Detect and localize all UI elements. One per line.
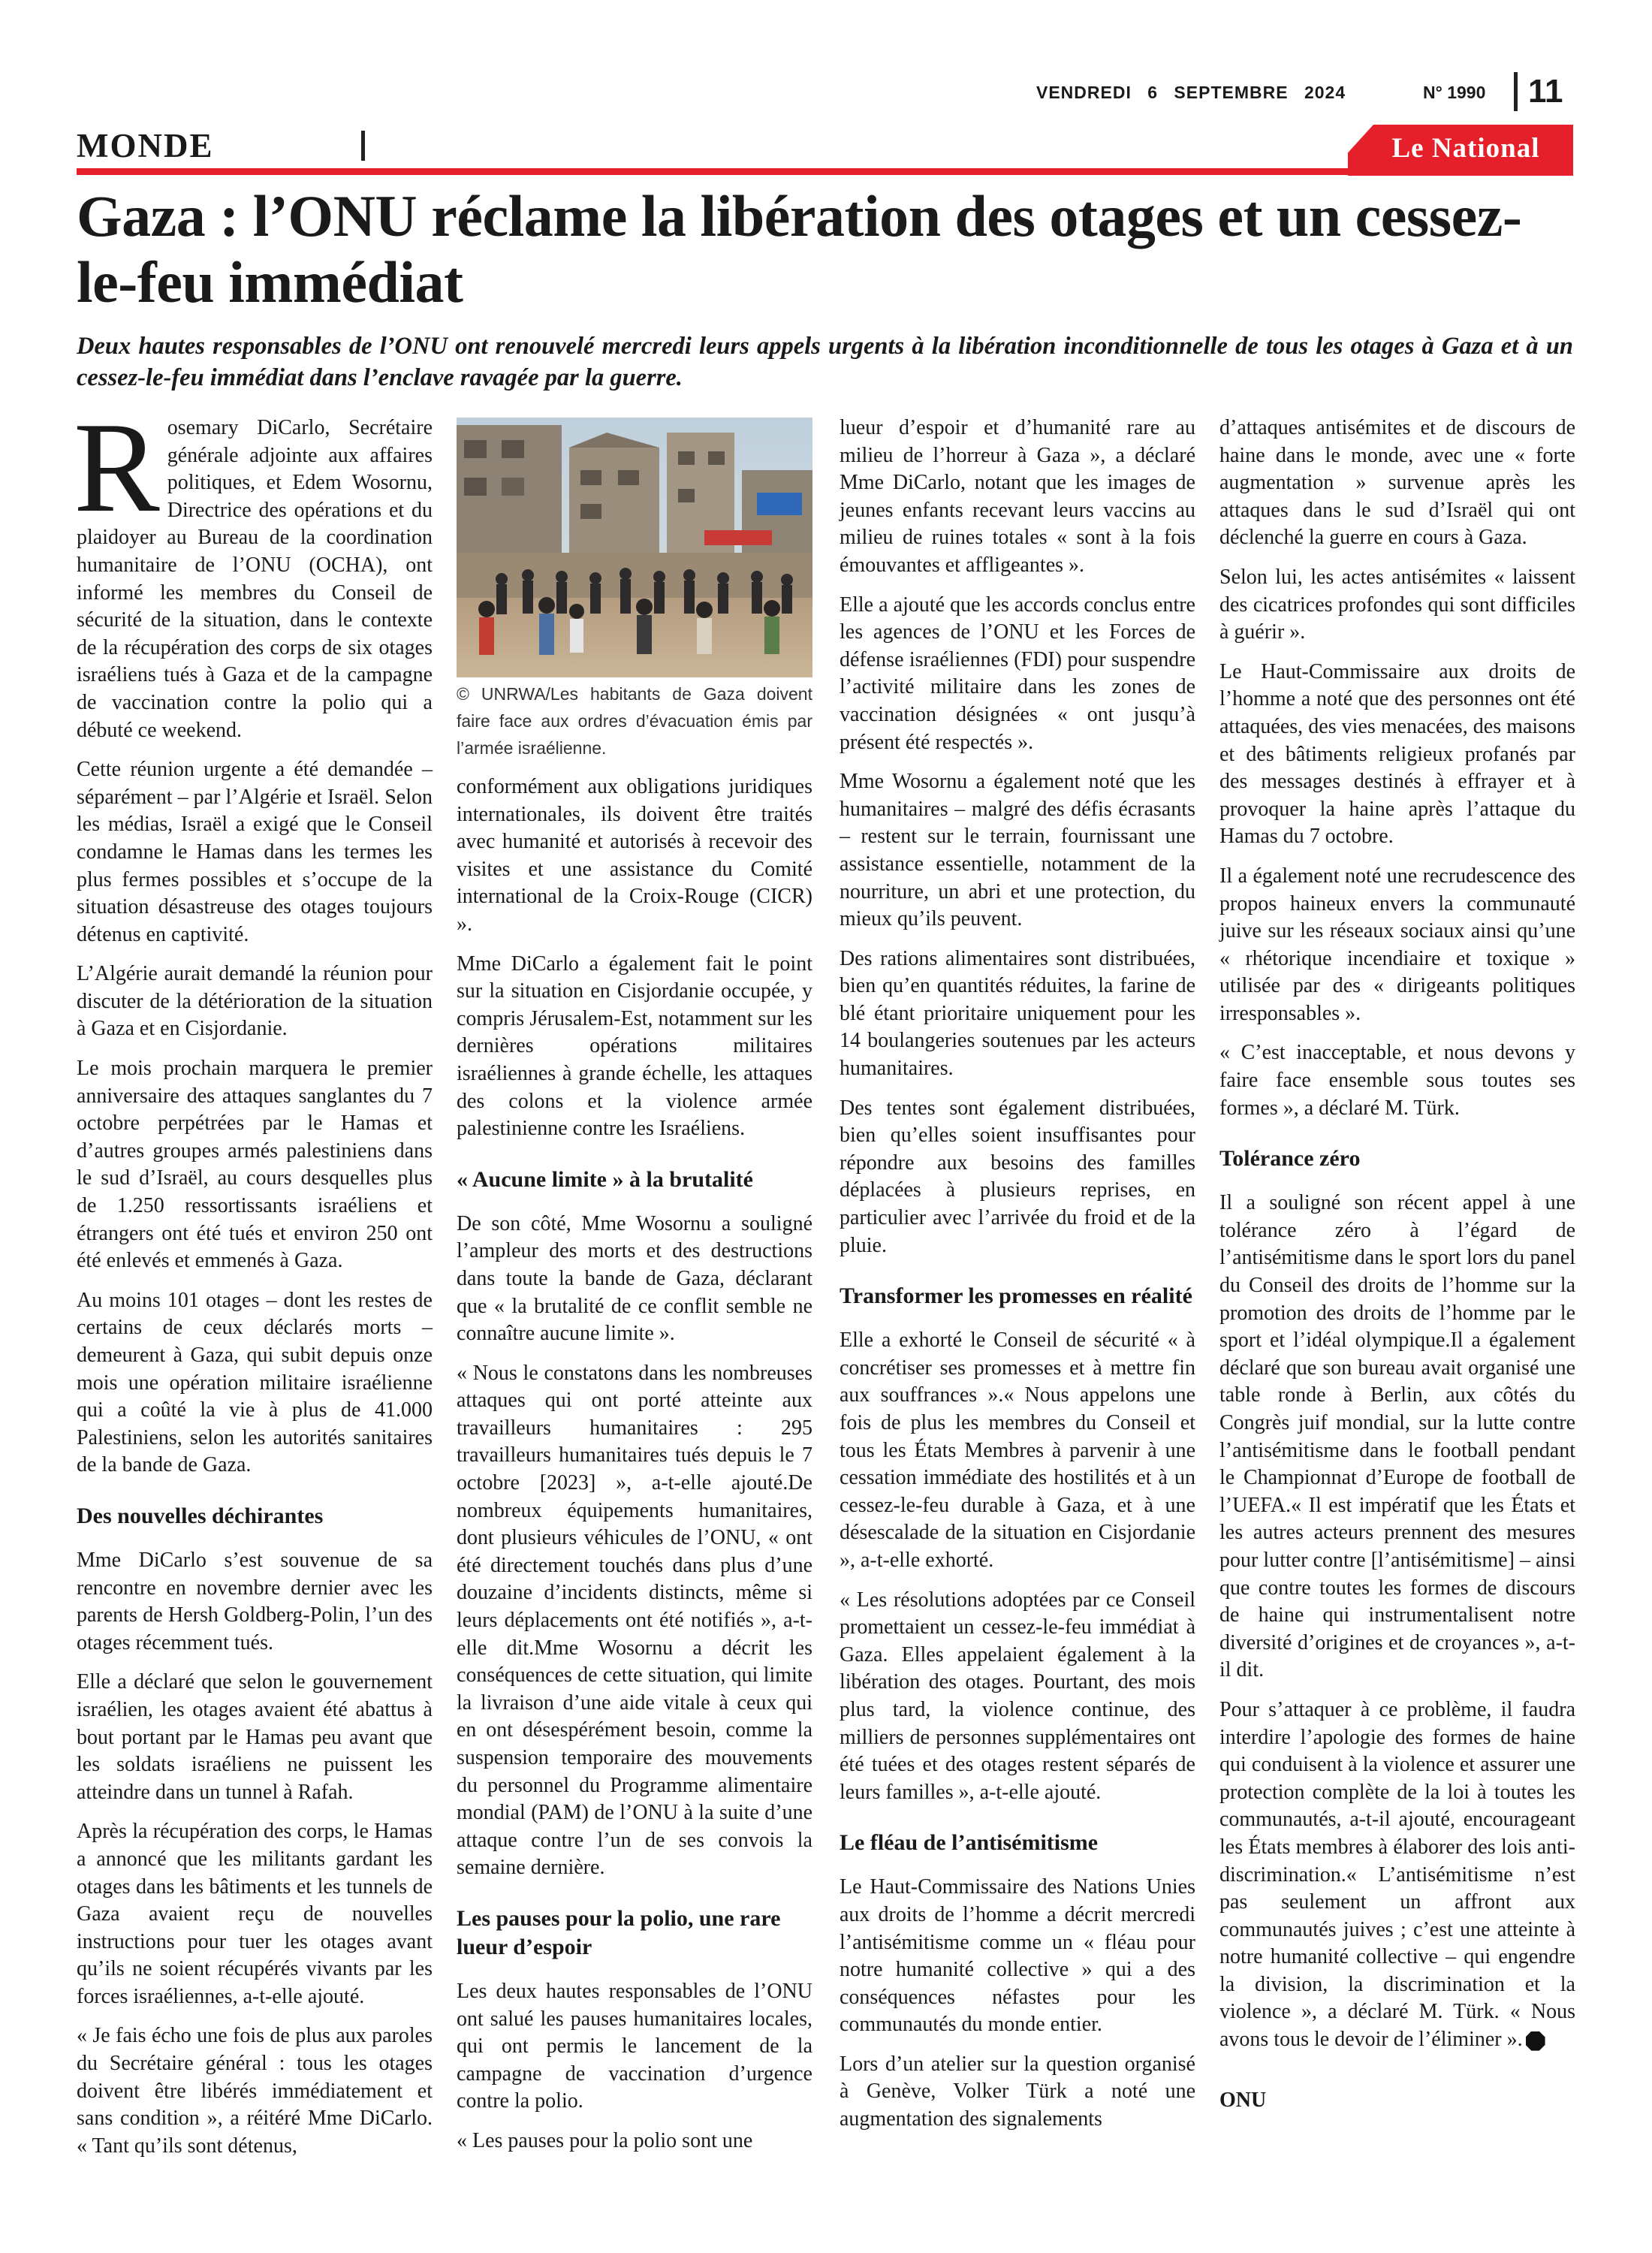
paragraph: Selon lui, les actes antisémites « laissent des cicatrices profondes qui sont difficiles à guérir ». (1219, 565, 1575, 644)
article-lead: Deux hautes responsables de l’ONU ont renouvelé mercredi leurs appels urgents à la libération inconditionnelle de tous les otages à Gaza et à un cessez-le-feu immédiat dans l’enclave ravagée par la guerre. (77, 333, 1573, 391)
paragraph: De son côté, Mme Wosornu a souligné l’ampleur des morts et des destructions dans toute la bande de Gaza, déclarant que « la brutalité de ce conflit semble ne connaître aucune limite ». (457, 1211, 812, 1346)
subheading: Des nouvelles déchirantes (77, 1503, 324, 1528)
paragraph: « Nous le constatons dans les nombreuses attaques qui ont porté atteinte aux travailleurs humanitaires : 295 travailleurs humanitaires tués depuis le 7 octobre [2023] », a-t-elle ajouté.De nombreux équipements humanitaires, dont plusieurs véhicules de l’ONU, « ont été directement touchés dans plus d’une douzaine d’incidents distincts, même si leurs déplacements ont été notifiés », a-t-elle dit.Mme Wosornu a décrit les conséquences de cette situation, qui limite la livraison d’une aide vitale à ceux qui en ont désespérément besoin, comme la suspension temporaire des mouvements du personnel du Programme alimentaire mondial (PAM) de l’ONU à la suite d’une attaque contre l’un de ses convois la semaine dernière. (457, 1361, 812, 1880)
drop-cap: R (74, 397, 160, 539)
paragraph: « C’est inacceptable, et nous devons y faire face ensemble sous toutes ses formes », a déclaré M. Türk. (1219, 1041, 1575, 1120)
paragraph: Le mois prochain marquera le premier anniversaire des attaques sanglantes du 7 octobre perpétrées par le Hamas et d’autres groupes armés palestiniens dans le sud d’Israël, au cours desquelles plus de 1.250 ressortissants israéliens et étrangers ont été tués et environ 250 ont été enlevés et emmenés à Gaza. (77, 1057, 433, 1273)
section-label: MONDE (77, 127, 214, 164)
paragraph: Il a également noté une recrudescence des propos haineux envers la communauté juive sur les réseaux sociaux ainsi qu’une « rhétorique incendiaire et toxique » utilisée par des « dirigeants politiques irresponsables ». (1219, 864, 1575, 1025)
column-3 (840, 415, 1195, 2146)
paragraph: Après la récupération des corps, le Hamas a annoncé que les militants gardant les otages dans les bâtiments et les tunnels de Gaza avaient reçu de nouvelles instructions pour tuer les otages avant qu’ils ne soient récupérés vivants par les forces israéliennes, a-t-elle ajouté. (77, 1820, 433, 2008)
column-4 (1219, 415, 1575, 2126)
paragraph: Des rations alimentaires sont distribuées, bien qu’en quantités réduites, la farine de blé étant prioritaire uniquement pour les 14 boulangeries soutenues par les acteurs humanitaires. (840, 946, 1195, 1081)
paragraph: conformément aux obligations juridiques internationales, ils doivent être traités avec humanité et autorisés à recevoir des visites et une assistance du Comité international de la Croix-Rouge (CICR) ». (457, 775, 812, 936)
paragraph: Elle a déclaré que selon le gouvernement israélien, les otages avaient été abattus à bout portant par le Hamas peu avant que les soldats israéliens ne puissent les atteindre dans un tunnel à Rafah. (77, 1670, 433, 1804)
article-signature: ONU (1219, 2088, 1267, 2112)
paragraph: Le Haut-Commissaire aux droits de l’homme a noté que des personnes ont été attaquées, des vies menacées, des maisons et des bâtiments religieux profanés par des messages destinés à effrayer et à provoquer la haine après l’attaque du Hamas du 7 octobre. (1219, 659, 1575, 849)
paragraph: lueur d’espoir et d’humanité rare au milieu de l’horreur à Gaza », a déclaré Mme DiCarlo, notant que les images de jeunes enfants recevant leurs vaccins au milieu de ruines totales « sont à la fois émouvantes et affligeantes ». (840, 416, 1195, 577)
article-title: Gaza : l’ONU réclame la libération des otages et un cessez-le-feu immédiat (77, 183, 1522, 315)
end-of-article-icon (1526, 2031, 1545, 2051)
header-rule (77, 168, 1573, 175)
paragraph: d’attaques antisémites et de discours de haine dans le monde, avec une « forte augmentation » survenue après les attaques dans le sud d’Israël qui ont déclenché la guerre en cours à Gaza. (1219, 416, 1575, 550)
paragraph: Il a souligné son récent appel à une tolérance zéro à l’égard de l’antisémitisme dans le sport lors du panel du Conseil des droits de l’homme sur la promotion des droits de l’homme par le sport et l’idéal olympique.Il a également déclaré que son bureau avait organisé une table ronde à Berlin, aux côtés du Congrès juif mondial, sur la lutte contre l’antisémitisme dans le football pendant le Championnat d’Europe de football de l’UEFA.« Il est impératif que les États et les autres acteurs prennent des mesures pour lutter contre [l’antisémitisme] – ainsi que contre toutes les formes de discours de haine qui instrumentalisent notre diversité d’origines et de croyances », a-t-il dit. (1219, 1191, 1575, 1682)
paragraph: « Les résolutions adoptées par ce Conseil promettaient un cessez-le-feu immédiat à Gaza. Elles appelaient également à la libération des otages. Pourtant, des mois plus tard, la violence continue, des milliers de personnes supplémentaires ont été tuées et des otages restent séparés de leurs familles », a-t-elle ajouté. (840, 1588, 1195, 1804)
section-divider (361, 131, 365, 161)
photo-caption: © UNRWA/Les habitants de Gaza doivent faire face aux ordres d’évacuation émis par l’armée israélienne. (457, 684, 812, 758)
brand-name: Le National (1391, 133, 1540, 164)
paragraph: Mme DiCarlo a également fait le point sur la situation en Cisjordanie occupée, y compris Jérusalem-Est, notamment sur les dernières opérations militaires israéliennes à grande échelle, les attaques des colons et la violence armée palestinienne contre les Israéliens. (457, 952, 812, 1141)
column-2 (457, 774, 812, 2167)
paragraph: Au moins 101 otages – dont les restes de certains de ceux déclarés morts – demeurent à Gaza, qui subit depuis onze mois une opération militaire israélienne qui a coûté la vie à plus de 41.000 Palestiniens, selon les autorités sanitaires de la bande de Gaza. (77, 1288, 433, 1477)
paragraph: Elle a ajouté que les accords conclus entre les agences de l’ONU et les Forces de défense israéliennes (FDI) pour suspendre l’activité militaire dans les zones de vaccination désignées « ont jusqu’à présent été respectés ». (840, 593, 1195, 754)
paragraph: Les deux hautes responsables de l’ONU ont salué les pauses humanitaires locales, qui ont permis le lancement de la campagne de vaccination d’urgence contre la polio. (457, 1979, 812, 2113)
paragraph: « Les pauses pour la polio sont une (457, 2128, 753, 2152)
page-number: 11 (1528, 73, 1563, 110)
paragraph: Elle a exhorté le Conseil de sécurité « à concrétiser ses promesses et à mettre fin aux souffrances ».« Nous appelons une fois de plus les membres du Conseil et tous les États Membres à parvenir à une cessation immédiate des hostilités et à un cessez-le-feu durable à Gaza, et à une désescalade de la situation en Cisjordanie », a-t-elle exhorté. (840, 1329, 1195, 1572)
column-1 (74, 397, 433, 2172)
paragraph: L’Algérie aurait demandé la réunion pour discuter de la détérioration de la situation à Gaza et en Cisjordanie. (77, 962, 433, 1041)
subheading: Transformer les promesses en réalité (840, 1283, 1192, 1309)
paragraph: Mme Wosornu a également noté que les humanitaires – malgré des défis écrasants – restent sur le terrain, fournissant une assistance essentielle, notamment de la nourriture, un abri et une protection, du mieux qu’ils peuvent. (840, 770, 1195, 931)
subheading: Le fléau de l’antisémitisme (840, 1830, 1099, 1856)
paragraph: « Je fais écho une fois de plus aux paroles du Secrétaire général : tous les otages doivent être libérés immédiatement et sans condition », a réitéré Mme DiCarlo. « Tant qu’ils sont détenus, (77, 2024, 433, 2158)
issue-number: N° 1990 (1423, 83, 1486, 102)
paragraph: Des tentes sont également distribuées, bien qu’elles soient insuffisantes pour répondre aux besoins des familles déplacées à plusieurs reprises, en particulier avec l’arrivée du froid et de la pluie. (840, 1096, 1195, 1257)
paragraph: Le Haut-Commissaire des Nations Unies aux droits de l’homme a décrit mercredi l’antisémitisme comme un « fléau pour notre humanité collective » qui a des conséquences néfastes pour les communautés du monde entier. (840, 1875, 1195, 2037)
article-photo (457, 418, 812, 677)
issue-date: VENDREDI 6 SEPTEMBRE 2024 (1036, 83, 1346, 102)
paragraph: Lors d’un atelier sur la question organisé à Genève, Volker Türk a noté une augmentation des signalements (840, 2052, 1195, 2131)
paragraph: Pour s’attaquer à ce problème, il faudra interdire l’apologie des formes de haine qui conduisent à la violence et assurer une protection complète de la loi à toutes les communautés, a-t-il ajouté, encourageant les États membres à élaborer des lois anti-discrimination.« L’antisémitisme n’est pas seulement un affront aux communautés juives ; c’est une atteinte à notre humanité collective – qui engendre la division, la discrimination et la violence », a déclaré M. Türk. « Nous avons tous le devoir de l’éliminer ». (1219, 1697, 1575, 2052)
paragraph: Mme DiCarlo s’est souvenue de sa rencontre en novembre dernier avec les parents de Hersh Goldberg-Polin, l’un des otages récemment tués. (77, 1548, 433, 1654)
paragraph: Rosemary DiCarlo, Secrétaire générale adjointe aux affaires politiques, et Edem Wosornu, Directrice des opérations et du plaidoyer au Bureau de la coordination humanitaire de l’ONU (OCHA), ont informé les membres du Conseil de sécurité de la situation, dans le contexte de la récupération des corps de six otages israéliens tués à Gaza et de la campagne de vaccination contre la polio qui a débuté ce weekend. (74, 397, 433, 742)
paragraph: Cette réunion urgente a été demandée – séparément – par l’Algérie et Israël. Selon les médias, Israël a exigé que le Conseil condamne le Hamas dans les termes les plus fermes possibles et s’occupe de la situation désastreuse des otages toujours détenus en captivité. (77, 758, 433, 946)
subheading: Tolérance zéro (1219, 1146, 1361, 1172)
header-divider (1514, 72, 1518, 111)
subheading: « Aucune limite » à la brutalité (457, 1166, 753, 1192)
subheading: Les pauses pour la polio, une rare lueur d’espoir (457, 1905, 781, 1959)
